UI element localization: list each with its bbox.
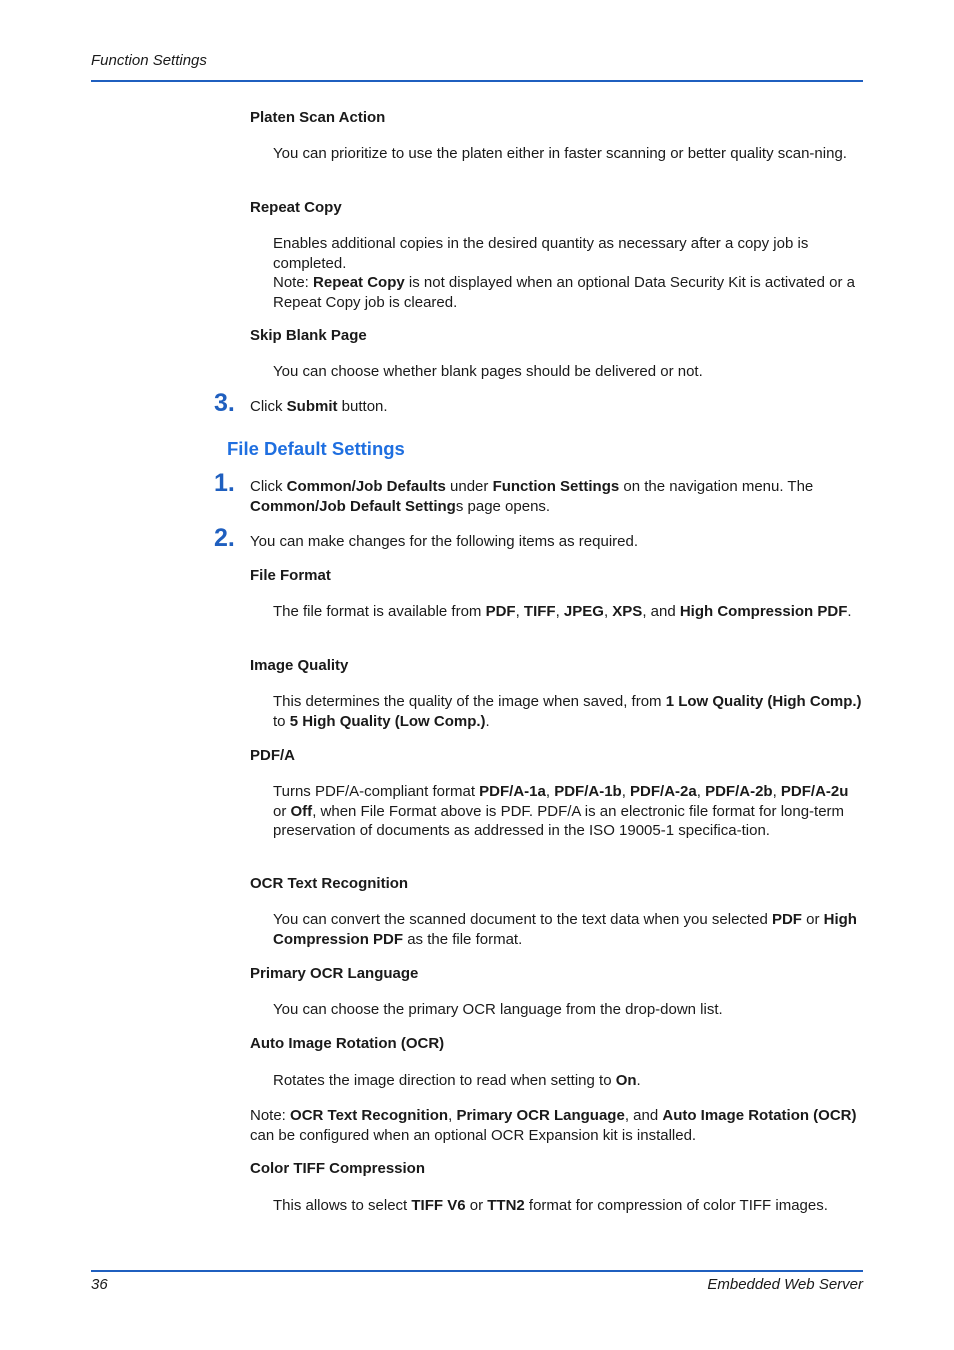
pdfa-s5: or — [273, 802, 291, 820]
image-quality-heading: Image Quality — [250, 657, 349, 674]
ar-b1: On — [615, 1072, 637, 1089]
skip-heading: Skip Blank Page — [250, 327, 367, 344]
step-number-1: 1. — [214, 469, 235, 497]
step3-bold: Submit — [286, 398, 338, 415]
pdfa-post: , when File Format above is PDF. PDF/A is an electronic file format for long-term preservation of documents as addressed in the ISO 19005-1 specifica-tion. — [273, 802, 845, 839]
step1-mid1: under — [445, 478, 493, 495]
ff-s3: , — [603, 603, 613, 620]
page-number: 36 — [91, 1276, 108, 1293]
ff-b4: XPS — [612, 603, 643, 620]
ar-pre: Rotates the image direction to read when setting to — [273, 1072, 616, 1089]
repeat-note-bold: Repeat Copy — [313, 274, 405, 291]
pdfa-s2: , — [621, 783, 631, 800]
primary-ocr-text: You can choose the primary OCR language from the drop-down list. — [273, 1001, 723, 1018]
step1-pre: Click — [250, 478, 287, 495]
pdfa-text — [273, 782, 863, 841]
step3-post: button. — [337, 398, 388, 415]
auto-rotation-text — [273, 1071, 863, 1091]
ff-s1: , — [515, 603, 524, 620]
ocr-heading: OCR Text Recognition — [250, 875, 409, 892]
ocr-post: as the file format. — [403, 930, 523, 948]
note2-b3: Auto Image Rotation (OCR) — [662, 1107, 857, 1124]
ocr-b1: PDF — [771, 911, 802, 928]
ff-b1: PDF — [485, 603, 516, 620]
ct-b2: TTN2 — [487, 1197, 525, 1214]
file-format-heading: File Format — [250, 567, 331, 584]
step1-b2: Function Settings — [492, 478, 620, 495]
file-format-text — [273, 602, 863, 622]
pdfa-pre: Turns PDF/A-compliant format — [273, 783, 480, 800]
repeat-note-prefix: Note: — [273, 274, 314, 291]
step1-b1: Common/Job Defaults — [286, 478, 446, 495]
pdfa-b5: PDF/A-2u — [780, 783, 849, 800]
repeat-text — [273, 234, 863, 312]
iq-b2: 5 High Quality (Low Comp.) — [289, 712, 486, 730]
repeat-heading: Repeat Copy — [250, 199, 342, 216]
ocr-pre: You can convert the scanned document to the text data when you selected — [273, 911, 772, 928]
running-header: Function Settings — [91, 52, 207, 69]
header-rule — [91, 80, 863, 82]
primary-ocr-heading: Primary OCR Language — [250, 965, 419, 982]
pdfa-b4: PDF/A-2b — [705, 783, 773, 800]
ct-post: format for compression of color TIFF images. — [524, 1197, 828, 1214]
ct-mid: or — [465, 1197, 488, 1214]
image-quality-text — [273, 692, 863, 731]
section-title: File Default Settings — [227, 438, 405, 459]
ff-b2: TIFF — [523, 603, 556, 620]
step3-pre: Click — [250, 398, 287, 415]
step-number-2: 2. — [214, 524, 235, 552]
step1-text — [250, 477, 863, 516]
ff-b5: High Compression PDF — [679, 603, 848, 620]
ff-pre: The file format is available from — [273, 603, 486, 620]
pdfa-s1: , — [545, 783, 555, 800]
pdfa-b6: Off — [290, 802, 313, 820]
iq-pre: This determines the quality of the image when saved, from — [273, 693, 666, 710]
pdfa-heading: PDF/A — [250, 747, 295, 764]
color-tiff-heading: Color TIFF Compression — [250, 1160, 426, 1177]
ocr-b2: High Compression PDF — [273, 911, 857, 948]
skip-text: You can choose whether blank pages should be delivered or not. — [273, 363, 703, 380]
color-tiff-text — [273, 1196, 863, 1216]
pdfa-b2: PDF/A-1b — [554, 783, 622, 800]
ocr-note — [250, 1106, 863, 1145]
platen-heading: Platen Scan Action — [250, 109, 386, 126]
note2-b1: OCR Text Recognition — [290, 1107, 449, 1124]
step2-text: You can make changes for the following items as required. — [250, 533, 639, 550]
ct-pre: This allows to select — [273, 1197, 412, 1214]
footer-title: Embedded Web Server — [707, 1276, 863, 1293]
pdfa-s3: , — [696, 783, 706, 800]
pdfa-b3: PDF/A-2a — [630, 783, 697, 800]
note2-b2: Primary OCR Language — [456, 1107, 625, 1124]
ar-post: . — [636, 1072, 641, 1089]
step-number-3: 3. — [214, 389, 235, 417]
step1-post: s page opens. — [455, 497, 551, 515]
step3-text — [250, 397, 863, 417]
iq-mid: to — [273, 712, 290, 730]
ocr-text — [273, 910, 863, 949]
platen-text: You can prioritize to use the platen either in faster scanning or better quality scan-ning. — [273, 145, 847, 162]
iq-b1: 1 Low Quality (High Comp.) — [665, 693, 862, 710]
ff-post: . — [847, 603, 852, 620]
ocr-mid: or — [801, 911, 824, 928]
ff-s4: , and — [642, 603, 680, 620]
iq-post: . — [485, 712, 490, 730]
step1-mid2: on the navigation menu. The — [619, 478, 814, 495]
note2-post: can be configured when an optional OCR Expansion kit is installed. — [250, 1126, 697, 1144]
footer-rule — [91, 1270, 863, 1272]
pdfa-s4: , — [772, 783, 781, 800]
ff-b3: JPEG — [563, 603, 604, 620]
step1-b3: Common/Job Default Setting — [250, 497, 456, 515]
repeat-text-1: Enables additional copies in the desired quantity as necessary after a copy job is completed. — [273, 235, 809, 272]
ct-b1: TIFF V6 — [411, 1197, 466, 1214]
repeat-note-rest: is not displayed when an optional Data Security Kit is activated or a Repeat Copy job is cleared. — [273, 274, 855, 311]
note2-pre: Note: — [250, 1107, 291, 1124]
ff-s2: , — [555, 603, 564, 620]
auto-rotation-heading: Auto Image Rotation (OCR) — [250, 1035, 445, 1052]
note2-s2: , and — [624, 1107, 663, 1124]
pdfa-b1: PDF/A-1a — [479, 783, 546, 800]
note2-s1: , — [448, 1107, 457, 1124]
